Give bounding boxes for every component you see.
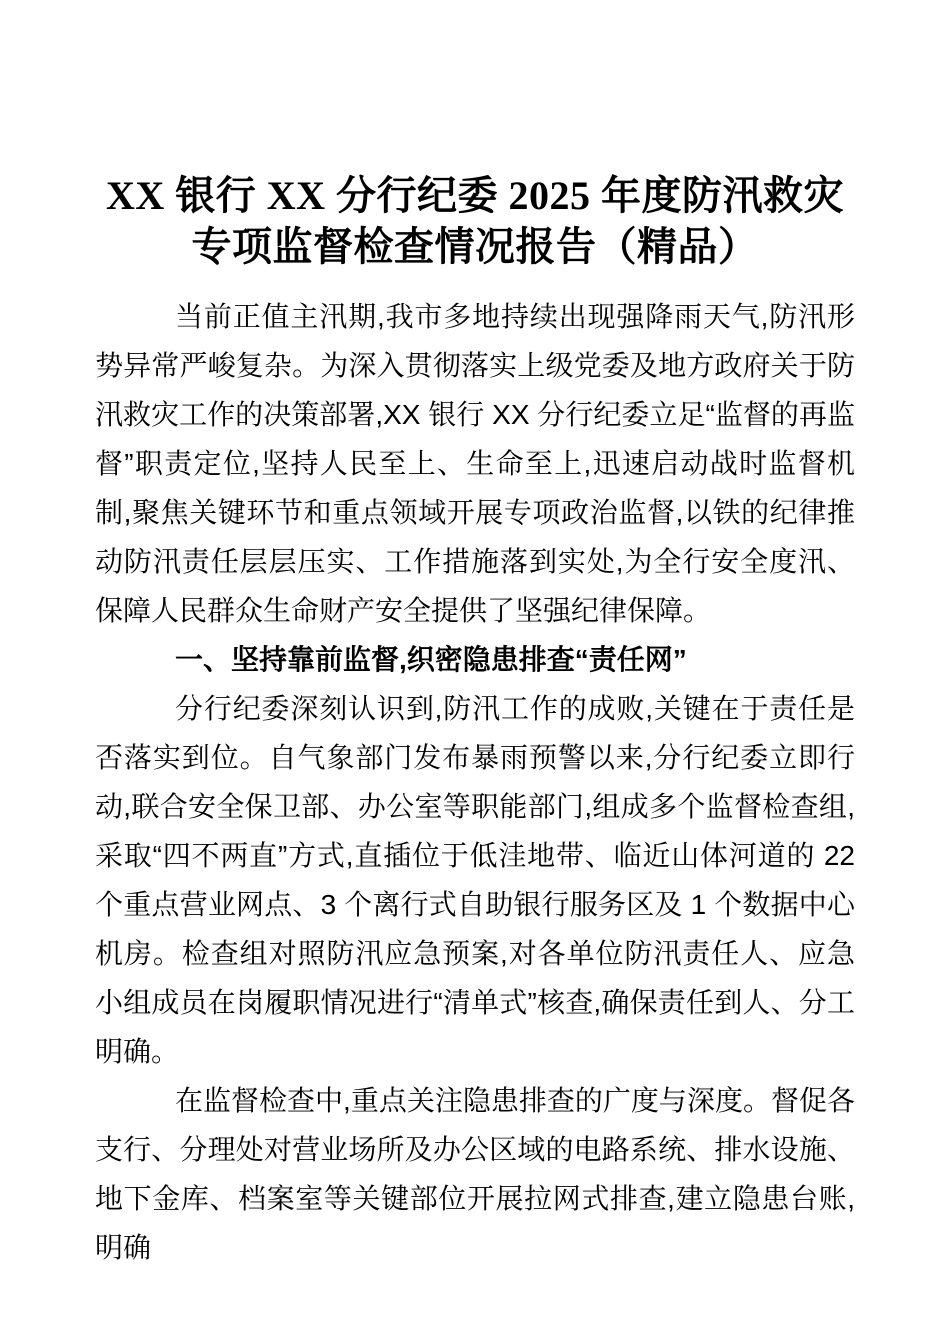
document-title-line-2: 专项监督检查情况报告（精品）: [191, 224, 759, 269]
paragraph-section1-a: 分行纪委深刻认识到,防汛工作的成败,关键在于责任是否落实到位。自气象部门发布暴雨预警以来,分行纪委立即行动,联合安全保卫部、办公室等职能部门,组成多个监督检查组,采取“四不两直”方式,直插位于低洼地带、临近山体河道的 22 个重点营业网点、3 个离行式自助银行服务区及 1 个数据中心机房。检查组对照防汛应急预案,对各单位防汛责任人、应急小组成员在岗履职情况进行“清单式”核查,确保责任到人、分工明确。: [95, 693, 855, 1067]
document-body: [95, 292, 855, 1272]
paragraph-section1-b: 在监督检查中,重点关注隐患排查的广度与深度。督促各支行、分理处对营业场所及办公区域的电路系统、排水设施、地下金库、档案室等关键部位开展拉网式排查,建立隐患台账,明确: [95, 1085, 855, 1263]
document-title-line-1: XX 银行 XX 分行纪委 2025 年度防汛救灾: [105, 173, 845, 218]
document-title: [95, 170, 855, 272]
section-heading-1: 一、坚持靠前监督,织密隐患排查“责任网”: [175, 644, 687, 675]
paragraph-intro: 当前正值主汛期,我市多地持续出现强降雨天气,防汛形势异常严峻复杂。为深入贯彻落实上级党委及地方政府关于防汛救灾工作的决策部署,XX 银行 XX 分行纪委立足“监督的再监督”职责定位,坚持人民至上、生命至上,迅速启动战时监督机制,聚焦关键环节和重点领域开展专项政治监督,以铁的纪律推动防汛责任层层压实、工作措施落到实处,为全行安全度汛、保障人民群众生命财产安全提供了坚强纪律保障。: [95, 301, 855, 626]
